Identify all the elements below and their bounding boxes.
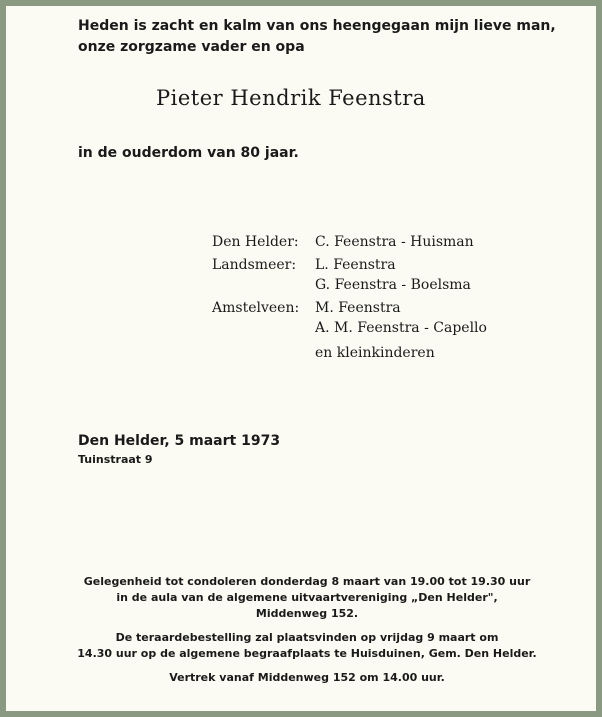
funeral-notices xyxy=(46,574,568,694)
grandchildren-line: en kleinkinderen xyxy=(315,345,435,361)
family-group xyxy=(212,232,487,252)
family-member: C. Feenstra - Huisman xyxy=(315,234,474,250)
family-member: A. M. Feenstra - Capello xyxy=(315,320,487,336)
intro-line: onze zorgzame vader en opa xyxy=(78,39,305,55)
family-list xyxy=(212,232,487,341)
intro-text xyxy=(78,16,558,58)
family-member: G. Feenstra - Boelsma xyxy=(315,277,471,293)
family-place: Landsmeer: xyxy=(212,257,297,273)
intro-line: Heden is zacht en kalm van ons heengegaan mijn lieve man, xyxy=(78,18,556,34)
age-line: in de ouderdom van 80 jaar. xyxy=(78,145,299,161)
notice-line: De teraardebestelling zal plaatsvinden op vrijdag 9 maart om xyxy=(115,631,499,644)
family-group xyxy=(212,255,487,295)
condolence-notice xyxy=(46,574,568,622)
notice-line: Gelegenheid tot condoleren donderdag 8 maart van 19.00 tot 19.30 uur xyxy=(83,575,531,588)
family-place: Den Helder: xyxy=(212,234,299,250)
family-group xyxy=(212,298,487,338)
notice-line: in de aula van de algemene uitvaartvereniging „Den Helder", xyxy=(116,591,498,604)
family-place: Amstelveen: xyxy=(212,300,300,316)
notice-line: 14.30 uur op de algemene begraafplaats te Huisduinen, Gem. Den Helder. xyxy=(77,647,537,660)
family-member: M. Feenstra xyxy=(315,300,401,316)
departure-notice xyxy=(46,670,568,686)
death-notice-card xyxy=(6,6,596,711)
burial-notice xyxy=(46,630,568,662)
deceased-name: Pieter Hendrik Feenstra xyxy=(156,86,426,110)
dateline: Den Helder, 5 maart 1973 xyxy=(78,433,281,449)
notice-line: Middenweg 152. xyxy=(255,607,359,620)
family-member: L. Feenstra xyxy=(315,257,396,273)
notice-line: Vertrek vanaf Middenweg 152 om 14.00 uur. xyxy=(169,671,445,684)
street-address: Tuinstraat 9 xyxy=(78,453,153,466)
